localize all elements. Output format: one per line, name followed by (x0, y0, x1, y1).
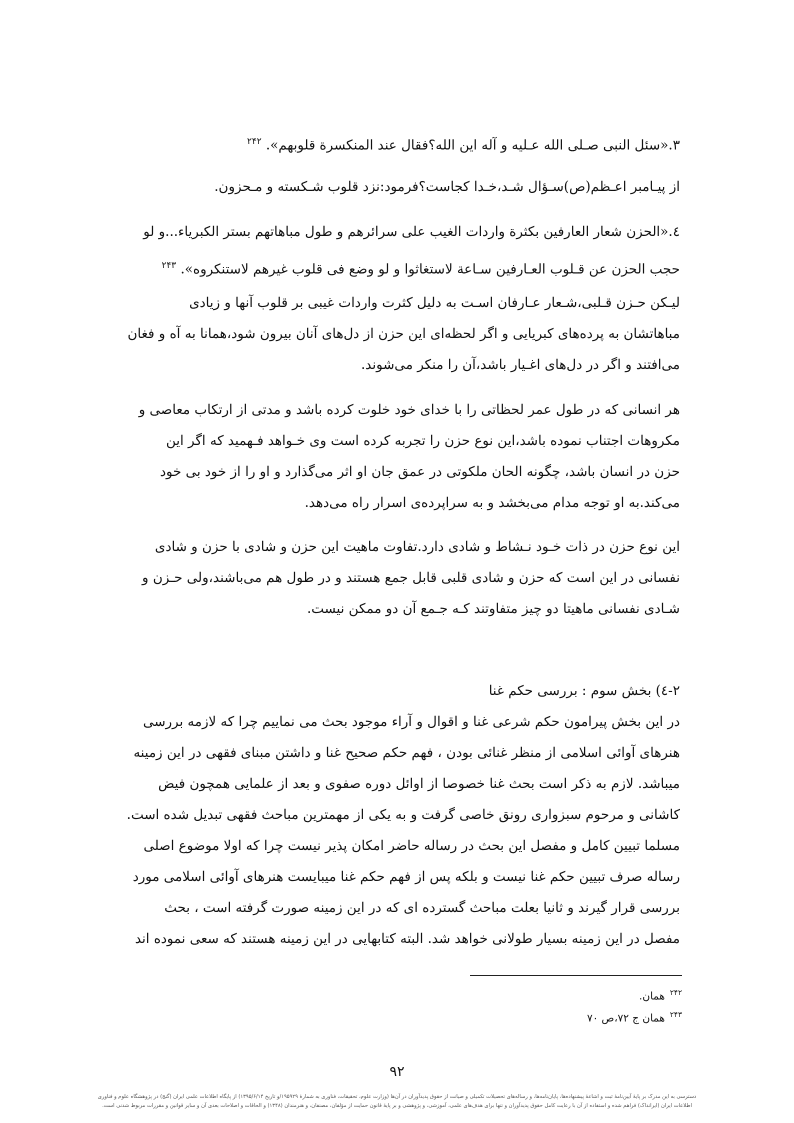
text-line: هر انسانی که در طول عمر لحظاتی را با خدای خود خلوت کرده باشد و مدتی از ارتکاب معاصی و (138, 402, 680, 418)
paragraph-hadith-2 (100, 215, 680, 283)
footnote-number: ۲۴۲ (669, 988, 682, 997)
text-line: حزن در انسان باشد، چگونه الحان ملکوتی در عمق جان او اثر می‌گذارد و او را از خود بی خود (159, 464, 680, 480)
page-number: ۹۲ (389, 1064, 405, 1080)
section-ghina (100, 676, 680, 955)
paragraph-hadith-1 (100, 125, 680, 159)
section-heading: ۲-٤) بخش سوم : بررسی حکم غنا (488, 683, 680, 699)
text-line: کاشانی و مرحوم سبزواری رونق خاصی گرفت و به یکی از مهمترین مباحث فقهی تبدیل شده است. (126, 807, 680, 823)
paragraph-translation-1 (100, 170, 680, 204)
line-text: حجب الحزن عن قـلوب العـارفین سـاعة لاستغاثوا و لو وضع فی قلوب غیرهم لاستنکروه». (176, 261, 680, 278)
text-line: میباشد. لازم به ذکر است بحث غنا خصوصا از اوائل دوره صفوی و بعد از علمایی همچون فیض (158, 776, 680, 792)
paragraph-body-1 (100, 395, 680, 519)
paragraph-body-2 (100, 532, 680, 625)
text-line: ٤.«الحزن شعار العارفین بکثرة واردات الغیب علی سرائرهم و طول مباهاتهم بستر الکبریاء...و لو (143, 224, 680, 240)
footnote-item (639, 988, 682, 1003)
text-line: از پیـامبر اعـظم(ص)سـؤال شـد،خـدا کجاست؟فرمود:نزد قلوب شـکسته و مـحزون. (214, 179, 680, 195)
text-line: می‌افتند و اگر در دل‌های اغـیار باشد،آن را منکر می‌شوند. (361, 357, 680, 373)
text-line: نفسانی در این است که حزن و شادی قلبی قابل جمع هستند و در طول هم می‌باشند،ولی حـزن و (142, 570, 680, 586)
footnote-number: ۲۴۳ (669, 1010, 682, 1019)
footnote-item (587, 1010, 682, 1025)
text-line: لیـکن حـزن قـلبی،شـعار عـارفان اسـت به دلیل کثرت واردات غیبی بر قلوب آنها و زیادی (189, 295, 680, 311)
text-line (100, 249, 680, 283)
disclaimer-line: اطلاعات ایران (ایرانداک) فراهم شده و استفاده از آن با رعایت کامل حقوق پدیدآوران و تنها برای هدف‌های علمی، آموزشی، و پژوهشی و بر پایهٔ قانون حمایت از مؤلفان، مصنفان، و هنرمندان (۱۳۴۸) و الحاقات و اصلاحات بعدی آن و سایر قوانین و مقررات مربوط شدنی است. (102, 1103, 692, 1109)
footnote-text: همان ج ۷۲،ص ۷۰ (586, 1012, 665, 1025)
footnote-ref[interactable]: ۲۴۲ (247, 137, 262, 147)
text-line: این نوع حزن در ذات خـود نـشاط و شادی دارد.تفاوت ماهیت این حزن و شادی با حزن و شادی (154, 539, 680, 555)
text-line: مکروهات اجتناب نموده باشد،این نوع حزن را تجربه کرده است وی خـواهد فـهمید که اگر این (165, 433, 680, 449)
line-text: ۳.«سئل النبی صـلی الله عـلیه و آله این الله؟فقال عند المنکسرة قلوبهم». (261, 137, 680, 154)
text-line: مباهاتشان به پرده‌های کبریایی و اگر لحظه‌ای این حزن از دل‌های آنان بیرون شود،همانا به آه و فغان (127, 326, 680, 342)
paragraph-translation-2 (100, 288, 680, 381)
footnote-ref[interactable]: ۲۴۳ (161, 261, 177, 271)
footnote-separator (470, 975, 682, 976)
text-line: می‌کند.به او توجه مدام می‌بخشد و به سراپرده‌ی اسرار راه می‌دهد. (304, 495, 680, 511)
text-line: در این بخش پیرامون حکم شرعی غنا و اقوال و آراء موجود بحث می نماییم چرا که لازمه بررسی (142, 714, 680, 730)
text-line: هنرهای آوائی اسلامی از منظر غنائی بودن ، فهم حکم صحیح غنا و داشتن مبنای فقهی در این زمینه (133, 745, 680, 761)
text-line: مفصل در این زمینه بسیار طولانی خواهد شد. البته کتابهایی در این زمینه هستند که سعی نموده اند (134, 931, 680, 947)
footnote-text: همان. (639, 990, 665, 1003)
text-line: رساله صرف تبیین حکم غنا نیست و بلکه پس از فهم حکم غنا میبایست هنرهای آوائی اسلامی مورد (132, 869, 680, 885)
text-line: شـادی نفسانی ماهیتا دو چیز متفاوتند کـه جـمع آن دو ممکن نیست. (306, 601, 680, 617)
text-line: بررسی قرار گیرند و ثانیا بعلت مباحث گسترده ای که در این زمینه صورت گرفته است ، بحث (164, 900, 680, 916)
text-line: مسلما تبیین کامل و مفصل این بحث در رساله حاضر امکان پذیر نیست چرا که اولا موضوع اصلی (143, 838, 680, 854)
text-line (100, 125, 680, 159)
disclaimer-line: دسترسی به این مدرک بر پایهٔ آیین‌نامهٔ ثبت و اشاعهٔ پیشنهاده‌ها، پایان‌نامه‌ها، و رساله‌های تحصیلات تکمیلی و صیانت از حقوق پدیدآوران در آن‌ها (وزارت علوم، تحقیقات، فناوری به شمارهٔ ۱۹۵۹۲۹/و تاریخ ۱۳۹۵/۶/۱۴) از پایگاه اطلاعات علمی ایران (گنج) در پژوهشگاه علوم و فناوری (97, 1094, 697, 1100)
